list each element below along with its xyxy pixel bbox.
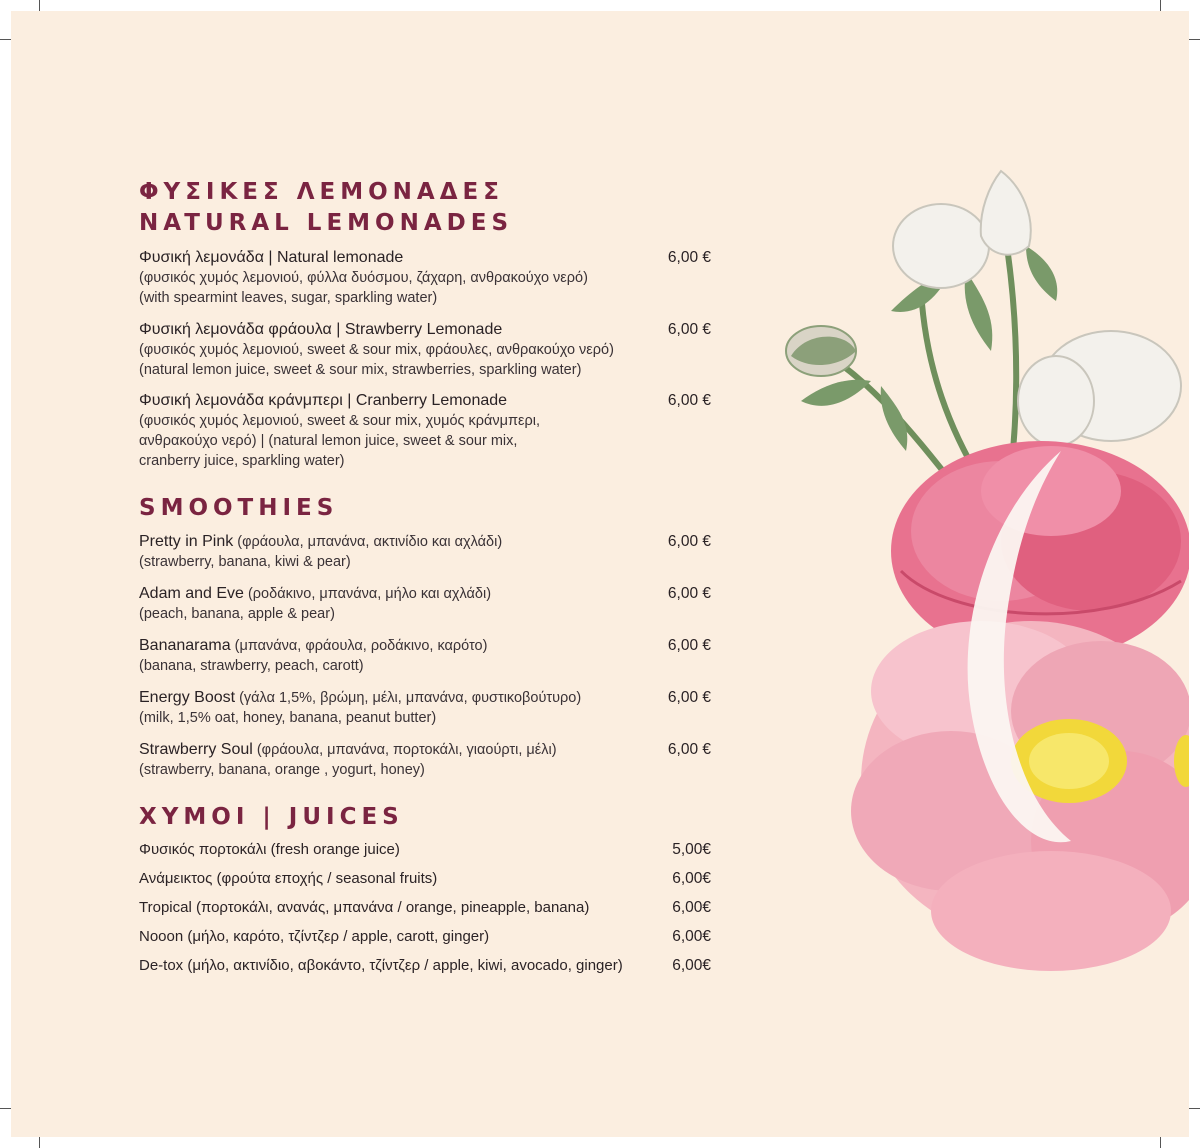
item-price: 6,00€: [672, 957, 711, 974]
juices-title: ΧΥΜΟΙ | JUICES: [139, 804, 404, 830]
item-description: (φυσικός χυμός λεμονιού, φύλλα δυόσμου, ζάχαρη, ανθρακούχο νερό): [139, 270, 588, 286]
menu-item: [139, 391, 711, 471]
item-inline-description: (ροδάκινο, μπανάνα, μήλο και αχλάδι): [243, 586, 492, 602]
item-name: Adam and Eve: [139, 585, 244, 602]
item-inline-description: (φράουλα, μπανάνα, πορτοκάλι, γιαούρτι, μέλι): [252, 742, 557, 758]
item-inline-description: (μπανάνα, φράουλα, ροδάκινο, καρότο): [230, 638, 488, 654]
menu-item: [139, 956, 711, 976]
menu-item: [139, 869, 711, 889]
item-name: Energy Boost: [139, 689, 236, 706]
menu-item: [139, 688, 711, 728]
lemonades-title-greek: ΦΥΣΙΚΕΣ ΛΕΜΟΝΑΔΕΣ: [139, 179, 504, 205]
menu-item: [139, 840, 711, 860]
item-description: ανθρακούχο νερό) | (natural lemon juice, sweet & sour mix,: [139, 433, 518, 449]
item-price: 6,00€: [672, 870, 711, 887]
smoothies-title: SMOOTHIES: [139, 495, 339, 521]
menu-item: [139, 927, 711, 947]
item-name: De-tox (μήλο, ακτινίδιο, αβοκάντο, τζίντζερ / apple, kiwi, avocado, ginger): [139, 957, 623, 974]
item-description: (strawberry, banana, kiwi & pear): [139, 554, 351, 570]
item-description: (banana, strawberry, peach, carott): [139, 658, 364, 674]
item-inline-description: (φράουλα, μπανάνα, ακτινίδιο και αχλάδι): [233, 534, 503, 550]
item-price: 6,00 €: [667, 249, 711, 266]
lemonades-title-english: NATURAL LEMONADES: [139, 210, 514, 236]
item-name: Ανάμεικτος (φρούτα εποχής / seasonal fruits): [139, 870, 438, 887]
item-description: cranberry juice, sparkling water): [139, 453, 345, 469]
menu-item: [139, 898, 711, 918]
item-price: 6,00 €: [667, 321, 711, 338]
item-description: (strawberry, banana, orange , yogurt, honey): [139, 762, 425, 778]
item-description: (φυσικός χυμός λεμονιού, sweet & sour mix, χυμός κράνμπερι,: [139, 413, 540, 429]
item-name: Strawberry Soul: [139, 741, 253, 758]
item-inline-description: (γάλα 1,5%, βρώμη, μέλι, μπανάνα, φυστικοβούτυρο): [235, 690, 582, 706]
item-name: Pretty in Pink: [139, 533, 234, 550]
item-description: (natural lemon juice, sweet & sour mix, strawberries, sparkling water): [139, 362, 582, 378]
item-description: (peach, banana, apple & pear): [139, 606, 335, 622]
item-name: Tropical (πορτοκάλι, ανανάς, μπανάνα / orange, pineapple, banana): [139, 899, 590, 916]
item-price: 6,00 €: [667, 392, 711, 409]
item-price: 5,00€: [672, 841, 711, 858]
menu-page: [11, 11, 1189, 1137]
item-description: (φυσικός χυμός λεμονιού, sweet & sour mix, φράουλες, ανθρακούχο νερό): [139, 342, 614, 358]
item-price: 6,00€: [672, 899, 711, 916]
item-price: 6,00€: [672, 928, 711, 945]
menu-item: [139, 636, 711, 676]
menu-item: [139, 740, 711, 780]
item-name: Nooon (μήλο, καρότο, τζίντζερ / apple, carott, ginger): [139, 928, 490, 945]
rose-bouquet-illustration: [751, 151, 1189, 981]
item-price: 6,00 €: [667, 637, 711, 654]
item-name: Φυσική λεμονάδα φράουλα | Strawberry Lemonade: [139, 321, 503, 338]
item-description: (with spearmint leaves, sugar, sparkling water): [139, 290, 438, 306]
item-name: Φυσικός πορτοκάλι (fresh orange juice): [139, 841, 400, 858]
menu-item: [139, 532, 711, 572]
item-price: 6,00 €: [667, 689, 711, 706]
item-price: 6,00 €: [667, 585, 711, 602]
menu-item: [139, 320, 711, 380]
item-description: (milk, 1,5% oat, honey, banana, peanut butter): [139, 710, 437, 726]
menu-item: [139, 248, 711, 308]
item-price: 6,00 €: [667, 741, 711, 758]
item-price: 6,00 €: [667, 533, 711, 550]
item-name: Φυσική λεμονάδα κράνμπερι | Cranberry Lemonade: [139, 392, 508, 409]
menu-item: [139, 584, 711, 624]
item-name: Bananarama: [139, 637, 231, 654]
item-name: Φυσική λεμονάδα | Natural lemonade: [139, 249, 404, 266]
